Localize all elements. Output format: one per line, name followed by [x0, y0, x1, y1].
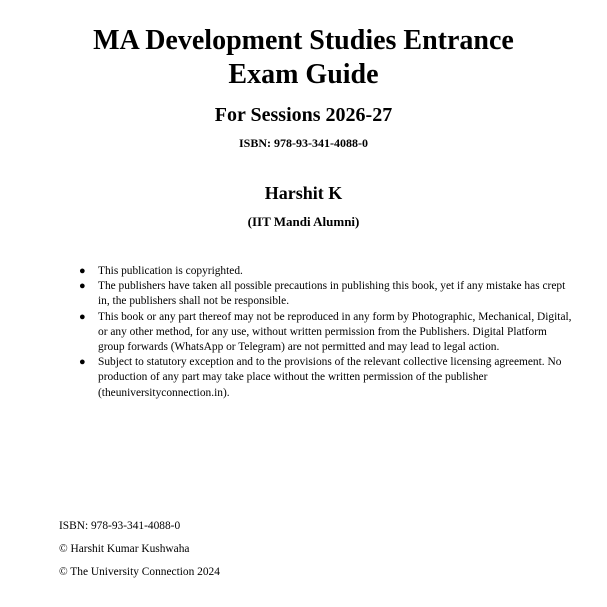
copyright-notices — [76, 264, 573, 401]
notice-text: The publishers have taken all possible precautions in publishing this book, yet if any mistake has crept in, the publishers shall not be responsible. — [98, 280, 566, 308]
book-title — [0, 24, 607, 92]
colophon — [59, 519, 220, 588]
book-title-line-2: Exam Guide — [228, 59, 379, 90]
colophon-publisher-copyright: © The University Connection 2024 — [59, 566, 220, 578]
bullet-icon: ● — [79, 280, 86, 293]
bullet-icon: ● — [79, 265, 86, 277]
isbn-header: ISBN: 978-93-341-4088-0 — [239, 136, 368, 150]
notice-text: Subject to statutory exception and to the provisions of the relevant collective licensing agreement. No production of any part may take place without the written permission of the publisher (theuniversityconnection.in). — [98, 356, 562, 399]
bullet-icon: ● — [79, 356, 86, 369]
author-affiliation: (IIT Mandi Alumni) — [247, 214, 360, 229]
notice-item — [79, 310, 573, 356]
sessions-subtitle: For Sessions 2026-27 — [214, 104, 393, 126]
colophon-isbn: ISBN: 978-93-341-4088-0 — [59, 520, 181, 532]
notice-text: This publication is copyrighted. — [98, 265, 243, 277]
colophon-author-copyright: © Harshit Kumar Kushwaha — [59, 543, 190, 555]
notice-item — [79, 279, 573, 309]
bullet-icon: ● — [79, 310, 86, 323]
notice-item — [79, 355, 573, 401]
book-title-line-1: MA Development Studies Entrance — [93, 25, 514, 56]
author-name: Harshit K — [264, 183, 343, 203]
notice-item — [79, 264, 573, 279]
notice-text: This book or any part thereof may not be reproduced in any form by Photographic, Mechanical, Digital, or any other method, for any use, without written permission from the Publishers. Digital Platform group forwards (WhatsApp or Telegram) are not permitted and may lead to legal action. — [98, 310, 572, 354]
